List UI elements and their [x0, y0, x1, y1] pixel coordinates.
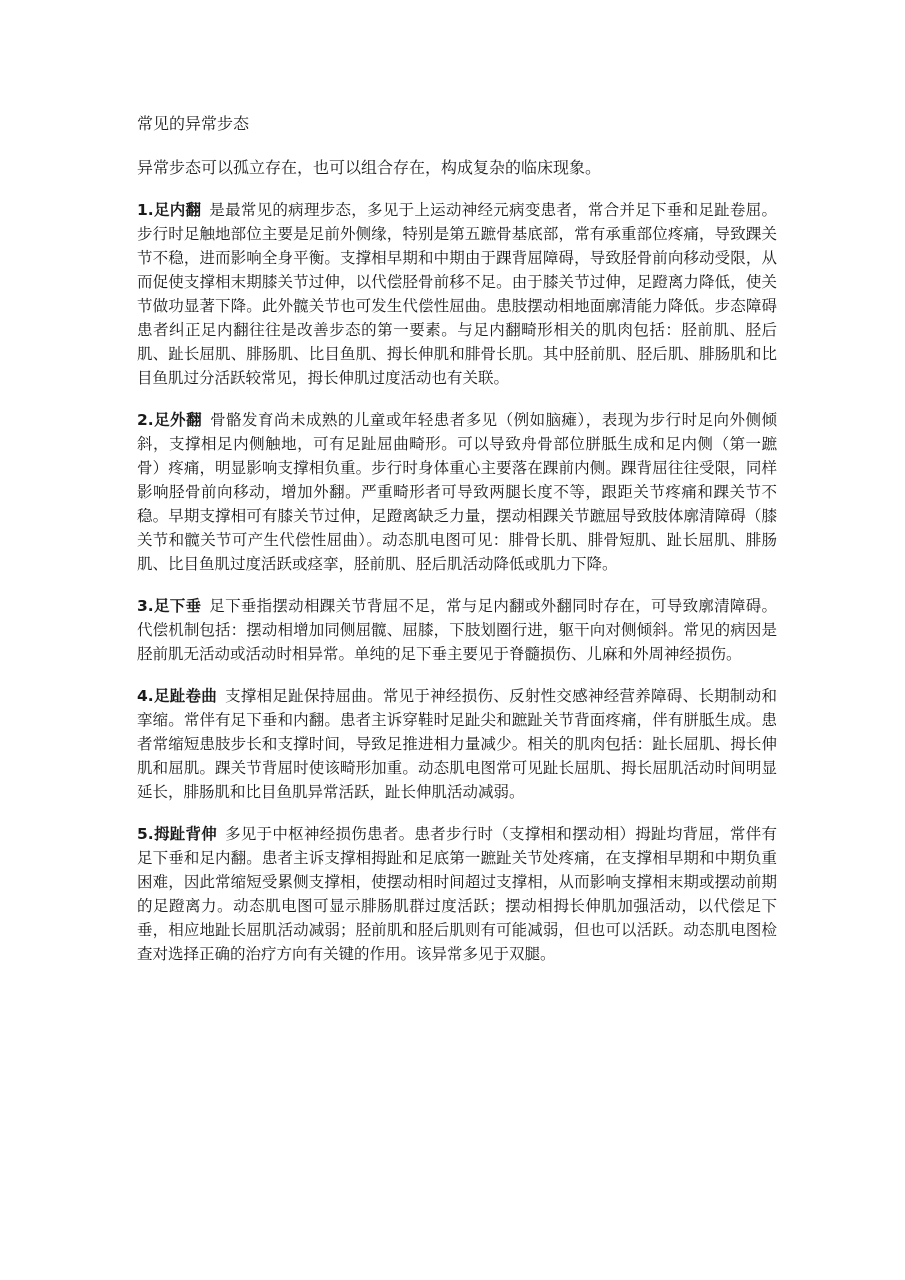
section-body: 足下垂指摆动相踝关节背屈不足，常与足内翻或外翻同时存在，可导致廓清障碍。代偿机制包括：摆动相增加同侧屈髋、屈膝，下肢划圈行进，躯干向对侧倾斜。常见的病因是胫前肌无活动或活动时相异常。单纯的足下垂主要见于脊髓损伤、儿麻和外周神经损伤。: [137, 597, 777, 663]
intro-paragraph: 异常步态可以孤立存在，也可以组合存在，构成复杂的临床现象。: [137, 158, 602, 177]
section-heading: 足下垂: [153, 597, 202, 615]
document-page: [137, 112, 777, 984]
document-title: 常见的异常步态: [137, 114, 250, 133]
section-toe-curling: [137, 684, 777, 804]
section-number: 4.: [137, 687, 154, 705]
section-hallux-extension: [137, 822, 777, 966]
section-foot-inversion: [137, 198, 777, 390]
section-number: 5.: [137, 825, 154, 843]
section-number: 3.: [137, 597, 154, 615]
section-number: 2.: [137, 411, 154, 429]
section-foot-eversion: [137, 408, 777, 576]
section-heading: 足趾卷曲: [153, 687, 218, 705]
section-body: 多见于中枢神经损伤患者。患者步行时（支撑相和摆动相）拇趾均背屈，常伴有足下垂和足内翻。患者主诉支撑相拇趾和足底第一蹠趾关节处疼痛，在支撑相早期和中期负重困难，因此常缩短受累侧支撑相，使摆动相时间超过支撑相，从而影响支撑相末期或摆动前期的足蹬离力。动态肌电图可显示腓肠肌群过度活跃；摆动相拇长伸肌加强活动，以代偿足下垂，相应地趾长屈肌活动减弱；胫前肌和胫后肌则有可能减弱，但也可以活跃。动态肌电图检查对选择正确的治疗方向有关键的作用。该异常多见于双腿。: [137, 825, 777, 963]
section-heading: 足外翻: [153, 411, 203, 429]
section-number: 1.: [137, 201, 154, 219]
section-body: 支撑相足趾保持屈曲。常见于神经损伤、反射性交感神经营养障碍、长期制动和挛缩。常伴有足下垂和内翻。患者主诉穿鞋时足趾尖和蹠趾关节背面疼痛，伴有胼胝生成。患者常缩短患肢步长和支撑时间，导致足推进相力量减少。相关的肌肉包括：趾长屈肌、拇长伸肌和屈肌。踝关节背屈时使该畸形加重。动态肌电图常可见趾长屈肌、拇长屈肌活动时间明显延长，腓肠肌和比目鱼肌异常活跃，趾长伸肌活动减弱。: [137, 687, 777, 801]
section-heading: 拇趾背伸: [153, 825, 218, 843]
section-foot-drop: [137, 594, 777, 666]
section-body: 骨骼发育尚未成熟的儿童或年轻患者多见（例如脑瘫），表现为步行时足向外侧倾斜，支撑相足内侧触地，可有足趾屈曲畸形。可以导致舟骨部位胼胝生成和足内侧（第一蹠骨）疼痛，明显影响支撑相负重。步行时身体重心主要落在踝前内侧。踝背屈往往受限，同样影响胫骨前向移动，增加外翻。严重畸形者可导致两腿长度不等，跟距关节疼痛和踝关节不稳。早期支撑相可有膝关节过伸，足蹬离缺乏力量，摆动相踝关节蹠屈导致肢体廓清障碍（膝关节和髋关节可产生代偿性屈曲）。动态肌电图可见：腓骨长肌、腓骨短肌、趾长屈肌、腓肠肌、比目鱼肌过度活跃或痉挛，胫前肌、胫后肌活动降低或肌力下降。: [137, 411, 777, 573]
section-body: 是最常见的病理步态，多见于上运动神经元病变患者，常合并足下垂和足趾卷屈。步行时足触地部位主要是足前外侧缘，特别是第五蹠骨基底部，常有承重部位疼痛，导致踝关节不稳，进而影响全身平衡。支撑相早期和中期由于踝背屈障碍，导致胫骨前向移动受限，从而促使支撑相末期膝关节过伸，以代偿胫骨前移不足。由于膝关节过伸，足蹬离力降低，使关节做功显著下降。此外髋关节也可发生代偿性屈曲。患肢摆动相地面廓清能力降低。步态障碍患者纠正足内翻往往是改善步态的第一要素。与足内翻畸形相关的肌肉包括：胫前肌、胫后肌、趾长屈肌、腓肠肌、比目鱼肌、拇长伸肌和腓骨长肌。其中胫前肌、胫后肌、腓肠肌和比目鱼肌过分活跃较常见，拇长伸肌过度活动也有关联。: [137, 201, 777, 387]
section-heading: 足内翻: [153, 201, 202, 219]
